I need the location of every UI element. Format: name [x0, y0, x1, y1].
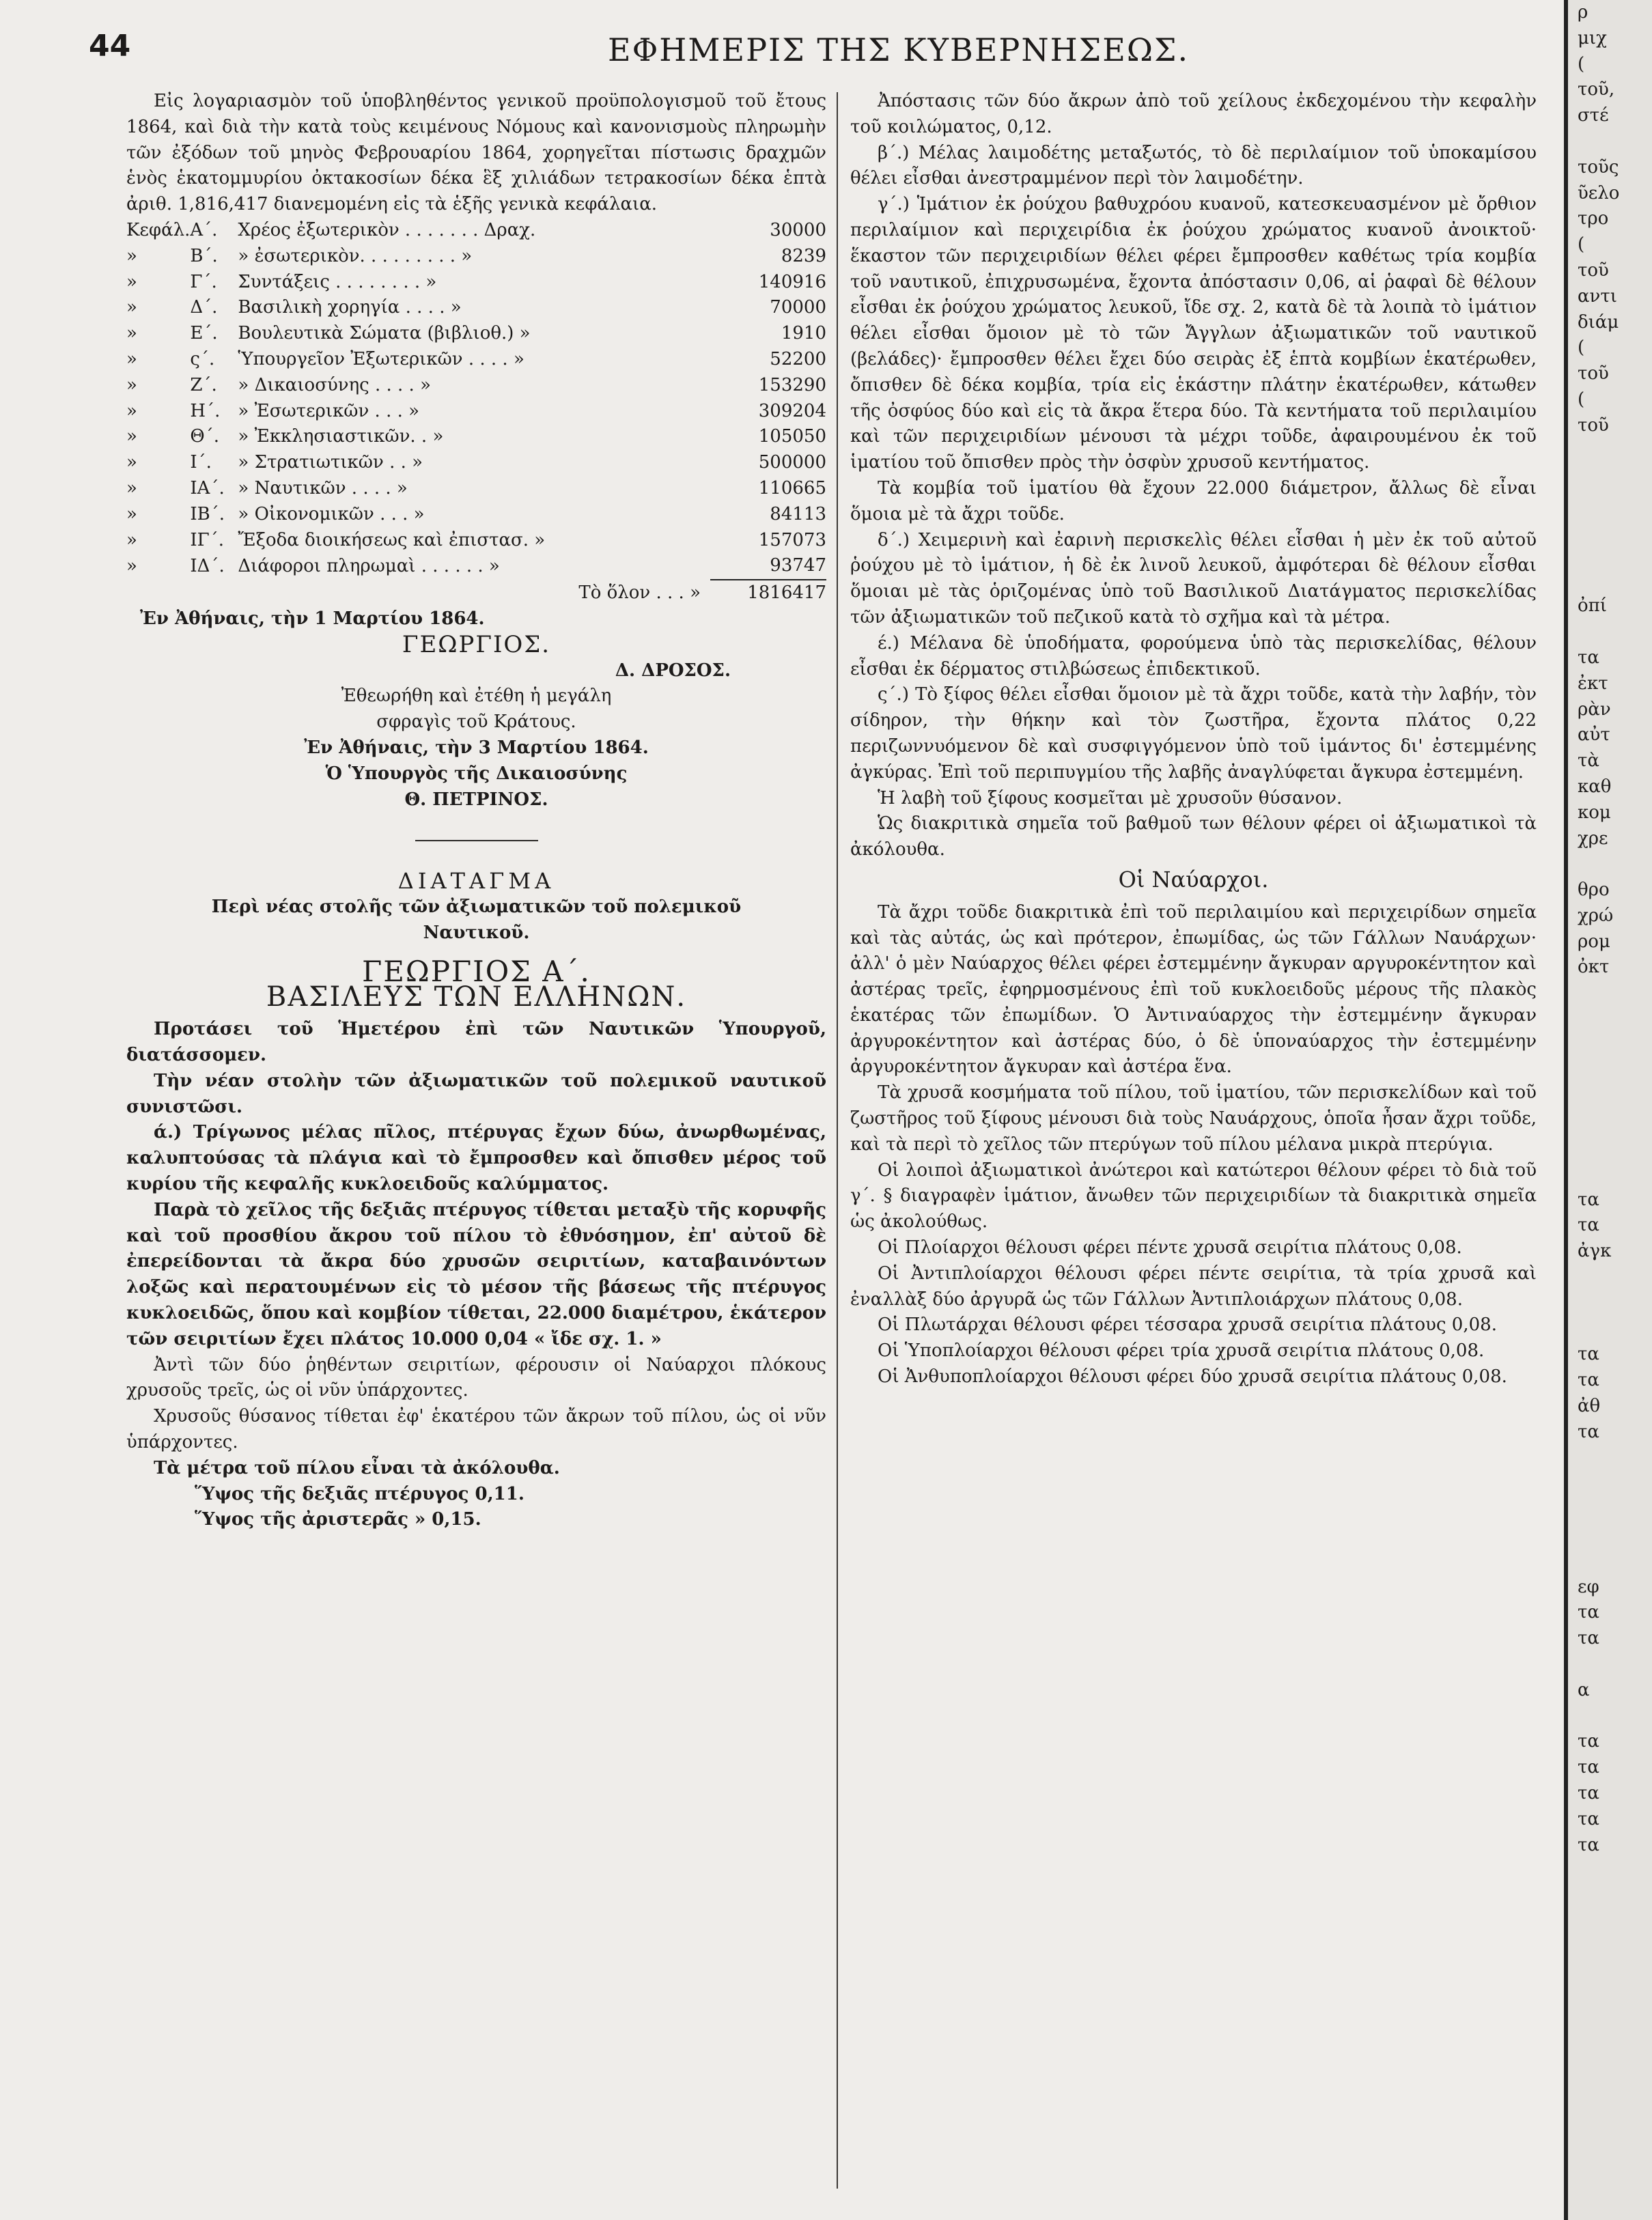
- budget-chapter-prefix: »: [126, 452, 137, 473]
- margin-fragment: [1568, 1265, 1652, 1291]
- budget-row: [126, 295, 826, 321]
- paragraph-sword-tassel: Ἡ λαβὴ τοῦ ξίφους κοσμεῖται μὲ χρυσοῦν θύσανον.: [878, 787, 1343, 809]
- paragraph-commanders: Οἱ Ἀντιπλοίαρχοι θέλουσι φέρει πέντε σειρίτια, τὰ τρία χρυσᾶ καὶ ἐναλλὰξ δύο ἀργυρᾶ ὡς τῶν Γάλλων Ἀντιπλοιάρχων πλάτους 0,08.: [850, 1263, 1537, 1310]
- margin-fragment: τα: [1578, 1808, 1599, 1829]
- budget-chapter-number: Ι΄.: [190, 452, 212, 473]
- budget-item-label: Διάφοροι πληρωμαὶ . . . . . . »: [238, 556, 500, 577]
- budget-row: [126, 373, 826, 399]
- margin-fragment: ἀγκ: [1578, 1241, 1612, 1262]
- budget-row: [126, 270, 826, 296]
- margin-fragment: (: [1578, 234, 1585, 255]
- budget-row: [126, 244, 826, 270]
- budget-chapter-prefix: »: [126, 297, 137, 318]
- seal-line-1: Ἐθεωρήθη καὶ ἐτέθη ἡ μεγάλη: [341, 686, 612, 707]
- budget-item-label: Χρέος ἐξωτερικὸν . . . . . . . Δραχ.: [238, 219, 536, 240]
- budget-item-amount: 30000: [770, 219, 826, 240]
- budget-row: [126, 424, 826, 450]
- margin-fragment: (: [1578, 337, 1585, 359]
- budget-table: [126, 218, 826, 606]
- margin-fragment: [1568, 1291, 1652, 1317]
- signature-date-1: Ἐν Ἀθήναις, τὴν 1 Μαρτίου 1864.: [140, 608, 485, 629]
- margin-fragment: τα: [1578, 1189, 1599, 1210]
- decree-subject: Περὶ νέας στολῆς τῶν ἀξιωματικῶν τοῦ πολεμικοῦ Ναυτικοῦ.: [211, 897, 742, 943]
- seal-line-2: σφραγὶς τοῦ Κράτους.: [376, 712, 576, 733]
- margin-fragment: αὐτ: [1578, 725, 1610, 746]
- paragraph-buttons: Τὰ κομβία τοῦ ἱματίου θὰ ἔχουν 22.000 διάμετρον, ἄλλως δὲ εἶναι ὅμοια μὲ τὰ ἄχρι τοῦδε.: [850, 477, 1537, 524]
- budget-chapter-prefix: »: [126, 556, 137, 577]
- paragraph-shoes: έ.) Μέλανα δὲ ὑποδήματα, φορούμενα ὑπὸ τὰς περισκελίδας, θέλουν εἶσθαι ἐκ δέρματος στιλβώσεως ἐπιδεκτικοῦ.: [850, 632, 1537, 679]
- budget-row: [126, 399, 826, 425]
- budget-row: [126, 528, 826, 554]
- budget-item-amount: 157073: [758, 529, 826, 550]
- margin-fragment: [1568, 1652, 1652, 1678]
- margin-fragment: [1568, 1317, 1652, 1343]
- margin-fragment: α: [1578, 1679, 1590, 1700]
- paragraph-captains: Οἱ Πλοίαρχοι θέλουσι φέρει πέντε χρυσᾶ σειρίτια πλάτους 0,08.: [878, 1237, 1462, 1259]
- budget-item-amount: 140916: [758, 271, 826, 292]
- margin-fragment: τὰ: [1578, 750, 1599, 772]
- margin-fragment: τα: [1578, 1370, 1599, 1391]
- paragraph-proposal: Προτάσει τοῦ Ἡμετέρου ἐπὶ τῶν Ναυτικῶν Ὑπουργοῦ, διατάσσομεν.: [126, 1019, 826, 1066]
- budget-item-label: » Δικαιοσύνης . . . . »: [238, 374, 431, 395]
- budget-item-amount: 500000: [758, 452, 826, 473]
- budget-chapter-number: Ζ΄.: [190, 374, 217, 395]
- margin-fragment: [1568, 619, 1652, 645]
- margin-fragment: [1568, 1007, 1652, 1032]
- budget-item-label: » ἐσωτερικὸν. . . . . . . . . »: [238, 245, 473, 266]
- signature-king: ΓΕΩΡΓΙΟΣ.: [402, 630, 551, 658]
- paragraph-other-officers: Οἱ λοιποὶ ἀξιωματικοὶ ἀνώτεροι καὶ κατώτεροι θέλουν φέρει τὸ διὰ τοῦ γ΄. § διαγραφὲν ἱμάτιον, ἄνωθεν τῶν περιχειριδίων τὰ διακριτικὰ σημεῖα ὡς ἀκολούθως.: [850, 1160, 1537, 1233]
- margin-fragment: [1568, 1032, 1652, 1058]
- budget-item-label: Ἔξοδα διοικήσεως καὶ ἐπιστασ. »: [238, 529, 546, 550]
- margin-fragment: τρο: [1578, 208, 1609, 229]
- margin-fragment: [1568, 852, 1652, 877]
- margin-fragment: στέ: [1578, 105, 1609, 126]
- budget-item-amount: 105050: [758, 426, 826, 447]
- paragraph-gold-ornaments: Τὰ χρυσᾶ κοσμήματα τοῦ πίλου, τοῦ ἱματίου, τῶν περισκελίδων καὶ τοῦ ζωστῆρος τοῦ ξίφους μένουσι διὰ τοὺς Ναυάρχους, ὁποῖα ἦσαν ἄχρι τοῦδε, καὶ τὰ περὶ τὸ χεῖλος τῶν πτερύγων τοῦ πίλου μέλανα μικρὰ πτερύγια.: [850, 1082, 1537, 1155]
- margin-fragment: καθ: [1578, 776, 1612, 797]
- margin-fragment: [1568, 1497, 1652, 1523]
- margin-fragment: τοῦ,: [1578, 79, 1615, 100]
- margin-fragment: [1568, 981, 1652, 1007]
- budget-chapter-number: Γ΄.: [190, 271, 217, 292]
- budget-chapter-number: Β΄.: [190, 245, 218, 266]
- budget-total-label: Τὸ ὅλον . . . »: [578, 582, 701, 604]
- budget-chapter-number: ΙΔ΄.: [190, 556, 225, 577]
- budget-item-amount: 70000: [770, 297, 826, 318]
- budget-item-amount: 84113: [770, 503, 826, 524]
- margin-fragment: (: [1578, 389, 1585, 410]
- budget-item-amount: 52200: [770, 348, 826, 369]
- margin-fragment: διάμ: [1578, 311, 1619, 333]
- margin-fragment: [1568, 1058, 1652, 1084]
- margin-fragment: [1568, 1162, 1652, 1188]
- margin-fragment: [1568, 439, 1652, 465]
- page-header: [89, 27, 1550, 75]
- margin-fragment: χρε: [1578, 828, 1608, 849]
- budget-chapter-number: Η΄.: [190, 400, 221, 421]
- margin-fragment: τα: [1578, 1344, 1599, 1365]
- margin-fragment: ὀπί: [1578, 595, 1607, 617]
- budget-total-row: [126, 580, 826, 606]
- margin-fragment: [1568, 542, 1652, 568]
- paragraph-coat: γ΄.) Ἱμάτιον ἐκ ῥούχου βαθυχρόου κυανοῦ, κατεσκευασμένον μὲ ὄρθιον περιλαίμιον καὶ περιχειρίδια ἐκ ῥούχου χρώματος κυανοῦ ἀνοικτοῦ· ἕκαστον τῶν περιχειριδίων θέλει φέρει ἔμπροσθεν καθέτως τρία κομβία τοῦ ναυτικοῦ, ἐπιχρυσωμένα, ἔχοντα ἀπόστασιν 0,06, αἱ ῥαφαὶ δὲ θέλουν εἶσθαι ἐκ ῥούχου χρώματος λευκοῦ, ἴδε σχ. 2, κατὰ δὲ τὰ λοιπὰ τὸ ἱμάτιον θέλει εἶσθαι ὅμοιον μὲ τὸ τῶν Ἄγγλων ἀξιωματικῶν τοῦ ναυτικοῦ (βελάδες)· ἔμπροσθεν θέλει ἔχει δύο σειρὰς ἐξ ἑπτὰ κομβίων ἑκατέρωθεν, ὄπισθεν δὲ δέκα κομβία, τρία εἰς ἑκάστην πλάτην ἑκατέρωθεν, κάτωθεν τῆς ὀσφύος δύο καὶ εἰς τὰ ἄκρα ἕτερα δύο. Τὰ κεντήματα τοῦ περιλαιμίου καὶ τῶν περιχειριδίων μένουσι τὰ μέχρι τοῦδε, ἀφαιρουμένου ἐκ τοῦ ἱματίου τοῦ ὄπισθεν πρὸς τὴν ὀσφὺν χρυσοῦ κεντήματος.: [850, 194, 1537, 473]
- paragraph-uniform: Τὴν νέαν στολὴν τῶν ἀξιωματικῶν τοῦ πολεμικοῦ ναυτικοῦ συνιστῶσι.: [126, 1070, 826, 1117]
- margin-fragment: τα: [1578, 1215, 1599, 1236]
- margin-fragment: τοῦ: [1578, 415, 1609, 436]
- gazette-title: ΕΦΗΜΕΡΙΣ ΤΗΣ ΚΥΒΕΡΝΗΣΕΩΣ.: [608, 31, 1190, 68]
- admirals-heading: Οἱ Ναύαρχοι.: [1118, 866, 1269, 893]
- budget-item-amount: 93747: [770, 555, 826, 576]
- budget-chapter-number: Ε΄.: [190, 323, 218, 344]
- margin-fragment: [1568, 1549, 1652, 1575]
- paragraph-distance: Ἀπόστασις τῶν δύο ἄκρων ἀπὸ τοῦ χείλους ἐκδεχομένου τὴν κεφαλὴν τοῦ κοιλώματος, 0,12.: [850, 91, 1537, 137]
- budget-intro: Εἰς λογαριασμὸν τοῦ ὑποβληθέντος γενικοῦ προϋπολογισμοῦ τοῦ ἔτους 1864, καὶ διὰ τὴν κατὰ τοὺς κειμένους Νόμους καὶ κανονισμοὺς πληρωμὴν τῶν ἐξόδων τοῦ μηνὸς Φεβρουαρίου 1864, χορηγεῖται πίστωσις δραχμῶν ἑνὸς ἑκατομμυρίου ὀκτακοσίων δέκα ἓξ χιλιάδων τετρακοσίων δέκα ἑπτὰ ἀριθ. 1,816,417 διανεμομένη εἰς τὰ ἑξῆς γενικὰ κεφάλαια.: [126, 91, 826, 215]
- budget-item-label: » Ναυτικῶν . . . . »: [238, 477, 408, 498]
- budget-chapter-prefix: »: [126, 477, 137, 498]
- budget-chapter-prefix: »: [126, 426, 137, 447]
- margin-fragment: ἀθ: [1578, 1396, 1601, 1417]
- margin-fragment: [1568, 464, 1652, 490]
- hat-height-right: Ὕψος τῆς δεξιᾶς πτέρυγος 0,11.: [195, 1483, 524, 1504]
- budget-chapter-number: Δ΄.: [190, 297, 218, 318]
- budget-item-label: » Ἐκκλησιαστικῶν. . »: [238, 426, 444, 447]
- margin-fragment: [1568, 1471, 1652, 1497]
- right-column: [850, 89, 1537, 1390]
- budget-chapter-number: ς΄.: [190, 348, 215, 369]
- margin-fragment: τα: [1578, 647, 1599, 668]
- paragraph-hat: ά.) Τρίγωνος μέλας πῖλος, πτέρυγας ἔχων δύω, ἀνωρθωμένας, καλυπτούσας τὰ πλάγια καὶ τὸ ἔμπροσθεν καὶ ὄπισθεν μέρος τοῦ κυρίου τῆς κεφαλῆς κυκλοειδοῦς καλύμματος.: [126, 1122, 826, 1195]
- paragraph-sub-lieutenants: Οἱ Ἀνθυποπλοίαρχοι θέλουσι φέρει δύο χρυσᾶ σειρίτια πλάτους 0,08.: [878, 1366, 1507, 1388]
- margin-fragment: ρ: [1578, 2, 1588, 23]
- paragraph-tassel: Χρυσοῦς θύσανος τίθεται ἐφ' ἑκατέρου τῶν ἄκρων τοῦ πίλου, ὡς οἱ νῦν ὑπάρχοντες.: [126, 1406, 826, 1453]
- budget-chapter-prefix: »: [126, 245, 137, 266]
- budget-row: [126, 321, 826, 347]
- hat-height-left: Ὕψος τῆς ἀριστερᾶς » 0,15.: [195, 1509, 481, 1530]
- next-page-margin: [1564, 0, 1652, 2220]
- margin-fragment: αντι: [1578, 285, 1617, 307]
- budget-item-label: Ὑπουργεῖον Ἐξωτερικῶν . . . . »: [238, 348, 524, 369]
- margin-fragment: τα: [1578, 1731, 1599, 1752]
- margin-fragment: [1568, 490, 1652, 516]
- margin-fragment: τοῦς: [1578, 156, 1619, 178]
- paragraph-lt-commanders: Οἱ Πλωτάρχαι θέλουσι φέρει τέσσαρα χρυσᾶ σειρίτια πλάτους 0,08.: [878, 1315, 1497, 1336]
- margin-fragment: ῦελο: [1578, 182, 1620, 203]
- budget-item-label: Βασιλικὴ χορηγία . . . . »: [238, 297, 462, 318]
- margin-fragment: τα: [1578, 1782, 1599, 1803]
- margin-fragment: μιχ: [1578, 27, 1607, 48]
- budget-row: [126, 347, 826, 373]
- decree-title: ΔΙΑΤΑΓΜΑ: [397, 868, 555, 895]
- paragraph-admirals: Τὰ ἄχρι τοῦδε διακριτικὰ ἐπὶ τοῦ περιλαιμίου καὶ περιχειρίδων σημεῖα καὶ τὰς αὐτάς, ὡς καὶ πρότερον, ἐπωμίδας, ὡς τῶν Γάλλων Ναυάρχων· ἀλλ' ὁ μὲν Ναύαρχος θέλει φέρει ἐστεμμένην ἄγκυραν αργυροκέντητον καὶ ἀστέρας τρεῖς, ἐφηρμοσμένους ἐπὶ τοῦ κυκλοειδοῦς μέρους τῆς πλακὸς ἑκατέρας τῶν ἐπωμίδων. Ὁ Ἀντιναύαρχος τὴν ἐστεμμένην ἄγκυραν ἀργυροκέντητον καὶ ἀστέρας δύο, ὁ δὲ ὑποναύαρχος τὴν ἐστεμμένην ἀργυροκέντητον ἄγκυραν καὶ ἀστέρα ἕνα.: [850, 901, 1537, 1078]
- budget-row: [126, 476, 826, 502]
- margin-fragment: [1568, 1704, 1652, 1730]
- column-divider: [837, 92, 838, 2189]
- paragraph-hat-measures: Τὰ μέτρα τοῦ πίλου εἶναι τὰ ἀκόλουθα.: [154, 1457, 560, 1478]
- budget-row: [126, 218, 826, 244]
- budget-chapter-prefix: »: [126, 323, 137, 344]
- margin-fragment: τα: [1578, 1628, 1599, 1649]
- margin-fragment: [1568, 1136, 1652, 1162]
- margin-fragment: τοῦ: [1578, 259, 1609, 281]
- margin-fragment: [1568, 568, 1652, 594]
- paragraph-admirals-cords: Ἀντὶ τῶν δύο ῥηθέντων σειριτίων, φέρουσιν οἱ Ναύαρχοι πλόκους χρυσοῦς τρεῖς, ὡς οἱ νῦν ὑπάρχοντες.: [126, 1354, 826, 1401]
- margin-fragment: ρομ: [1578, 931, 1610, 952]
- section-divider: [415, 840, 538, 841]
- budget-item-label: Βουλευτικὰ Σώματα (βιβλιοθ.) »: [238, 323, 531, 344]
- left-column: [126, 89, 826, 1533]
- king-title: ΒΑΣΙΛΕΥΣ ΤΩΝ ΕΛΛΗΝΩΝ.: [266, 981, 687, 1013]
- margin-fragment: [1568, 1110, 1652, 1136]
- budget-chapter-prefix: »: [126, 348, 137, 369]
- budget-total: 1816417: [710, 580, 826, 606]
- budget-chapter-prefix: »: [126, 400, 137, 421]
- margin-fragment: τα: [1578, 1602, 1599, 1623]
- margin-fragment: [1568, 129, 1652, 155]
- budget-chapter-number: Θ΄.: [190, 426, 219, 447]
- margin-fragment: τοῦ: [1578, 363, 1609, 384]
- margin-fragment: [1568, 516, 1652, 542]
- margin-fragment: [1568, 1523, 1652, 1549]
- justice-minister-title: Ὁ Ὑπουργὸς τῆς Δικαιοσύνης: [325, 763, 628, 784]
- budget-chapter-number: ΙΑ΄.: [190, 477, 225, 498]
- margin-fragment: [1568, 1084, 1652, 1110]
- budget-chapter-prefix: »: [126, 271, 137, 292]
- margin-fragment: [1568, 1446, 1652, 1472]
- budget-chapter-number: Α΄.: [190, 219, 218, 240]
- budget-row: [126, 553, 826, 580]
- budget-chapter-number: ΙΓ΄.: [190, 529, 224, 550]
- signature-minister: Δ. ΔΡΟΣΟΣ.: [615, 660, 731, 681]
- paragraph-hat-detail: Παρὰ τὸ χεῖλος τῆς δεξιᾶς πτέρυγος τίθεται μεταξὺ τῆς κορυφῆς καὶ τοῦ προσθίου ἄκρου τοῦ πίλου τὸ ἐθνόσημον, ἐπ' αὐτοῦ δὲ ἐπερείδονται τὰ ἄκρα δύο χρυσῶν σειριτίων, καταβαινόντων λοξῶς καὶ περατουμένων εἰς τὸ μέσον τῆς βάσεως τῆς πτέρυγος κυκλοειδῶς, ὅπου καὶ κομβίον τίθεται, 22.000 διαμέτρου, ἑκάτερον τῶν σειριτίων ἔχει πλάτος 10.000 0,04 « ἴδε σχ. 1. »: [126, 1199, 826, 1349]
- signature-date-2: Ἐν Ἀθήναις, τὴν 3 Μαρτίου 1864.: [304, 737, 649, 758]
- budget-item-label: » Ἐσωτερικῶν . . . »: [238, 400, 420, 421]
- budget-chapter-prefix: »: [126, 503, 137, 524]
- budget-item-label: » Οἰκονομικῶν . . . »: [238, 503, 425, 524]
- justice-minister-name: Θ. ΠΕΤΡΙΝΟΣ.: [404, 789, 548, 810]
- margin-fragment: θρο: [1578, 880, 1610, 901]
- margin-fragment: τα: [1578, 1757, 1599, 1778]
- budget-item-label: Συντάξεις . . . . . . . . »: [238, 271, 437, 292]
- margin-fragment: ἐκτ: [1578, 673, 1608, 694]
- margin-fragment: εφ: [1578, 1576, 1599, 1597]
- budget-chapter-prefix: »: [126, 529, 137, 550]
- budget-item-amount: 153290: [758, 374, 826, 395]
- budget-item-amount: 309204: [758, 400, 826, 421]
- margin-fragment: κομ: [1578, 802, 1611, 823]
- king-name: ΓΕΩΡΓΙΟΣ Α΄.: [362, 954, 591, 988]
- budget-item-amount: 110665: [758, 477, 826, 498]
- budget-chapter-prefix: »: [126, 374, 137, 395]
- budget-item-label: » Στρατιωτικῶν . . »: [238, 452, 423, 473]
- paragraph-sword: ς΄.) Τὸ ξίφος θέλει εἶσθαι ὅμοιον μὲ τὰ ἄχρι τοῦδε, κατὰ τὴν λαβήν, τὸν σίδηρον, τὴν θήκην καὶ τὸν ζωστῆρα, ἔχοντα πλάτος 0,22 περιζωννυόμενον δὲ καὶ συσφιγγόμενον ὑπὸ τοῦ ἱμάντος δι' ἐστεμμένης ἀγκύρας. Ἐπὶ τοῦ περιπυγμίου τῆς λαβῆς ἀναγλύφεται ἄγκυρα ἐστεμμένη.: [850, 684, 1537, 783]
- paragraph-rank-insignia: Ὡς διακριτικὰ σημεῖα τοῦ βαθμοῦ των θέλουν φέρει οἱ ἀξιωματικοὶ τὰ ἀκόλουθα.: [850, 813, 1537, 860]
- paragraph-necktie: β΄.) Μέλας λαιμοδέτης μεταξωτός, τὸ δὲ περιλαίμιον τοῦ ὑποκαμίσου θέλει εἶσθαι ἀνεστραμμένον περὶ τὸν λαιμοδέτην.: [850, 142, 1537, 189]
- margin-fragment: τα: [1578, 1834, 1599, 1855]
- budget-item-amount: 8239: [781, 245, 826, 266]
- budget-row: [126, 450, 826, 476]
- margin-fragment: ρὰν: [1578, 699, 1611, 720]
- budget-row: [126, 502, 826, 528]
- margin-fragment: τα: [1578, 1421, 1599, 1442]
- margin-fragment: χρώ: [1578, 905, 1614, 926]
- budget-chapter-prefix: Κεφάλ.: [126, 219, 191, 240]
- margin-fragment: ὀκτ: [1578, 957, 1610, 978]
- budget-chapter-number: ΙΒ΄.: [190, 503, 225, 524]
- paragraph-trousers: δ΄.) Χειμερινὴ καὶ ἐαρινὴ περισκελὶς θέλει εἶσθαι ἡ μὲν ἐκ τοῦ αὐτοῦ ῥούχου μὲ τὸ ἱμάτιον, ἡ δὲ ἐκ λινοῦ λευκοῦ, ἀμφότεραι δὲ θέλουν εἶσθαι ὅμοιαι μὲ τὰς ὁριζομένας ὑπὸ τοῦ Βασιλικοῦ Διατάγματος περισκελίδας τῶν ἀξιωματικῶν τοῦ πεζικοῦ κατὰ τὸ σχῆμα καὶ τὰ μέτρα.: [850, 529, 1537, 628]
- paragraph-lieutenants: Οἱ Ὑποπλοίαρχοι θέλουσι φέρει τρία χρυσᾶ σειρίτια πλάτους 0,08.: [878, 1340, 1485, 1362]
- page-number: 44: [89, 29, 131, 64]
- budget-item-amount: 1910: [781, 323, 826, 344]
- margin-fragment: (: [1578, 53, 1585, 74]
